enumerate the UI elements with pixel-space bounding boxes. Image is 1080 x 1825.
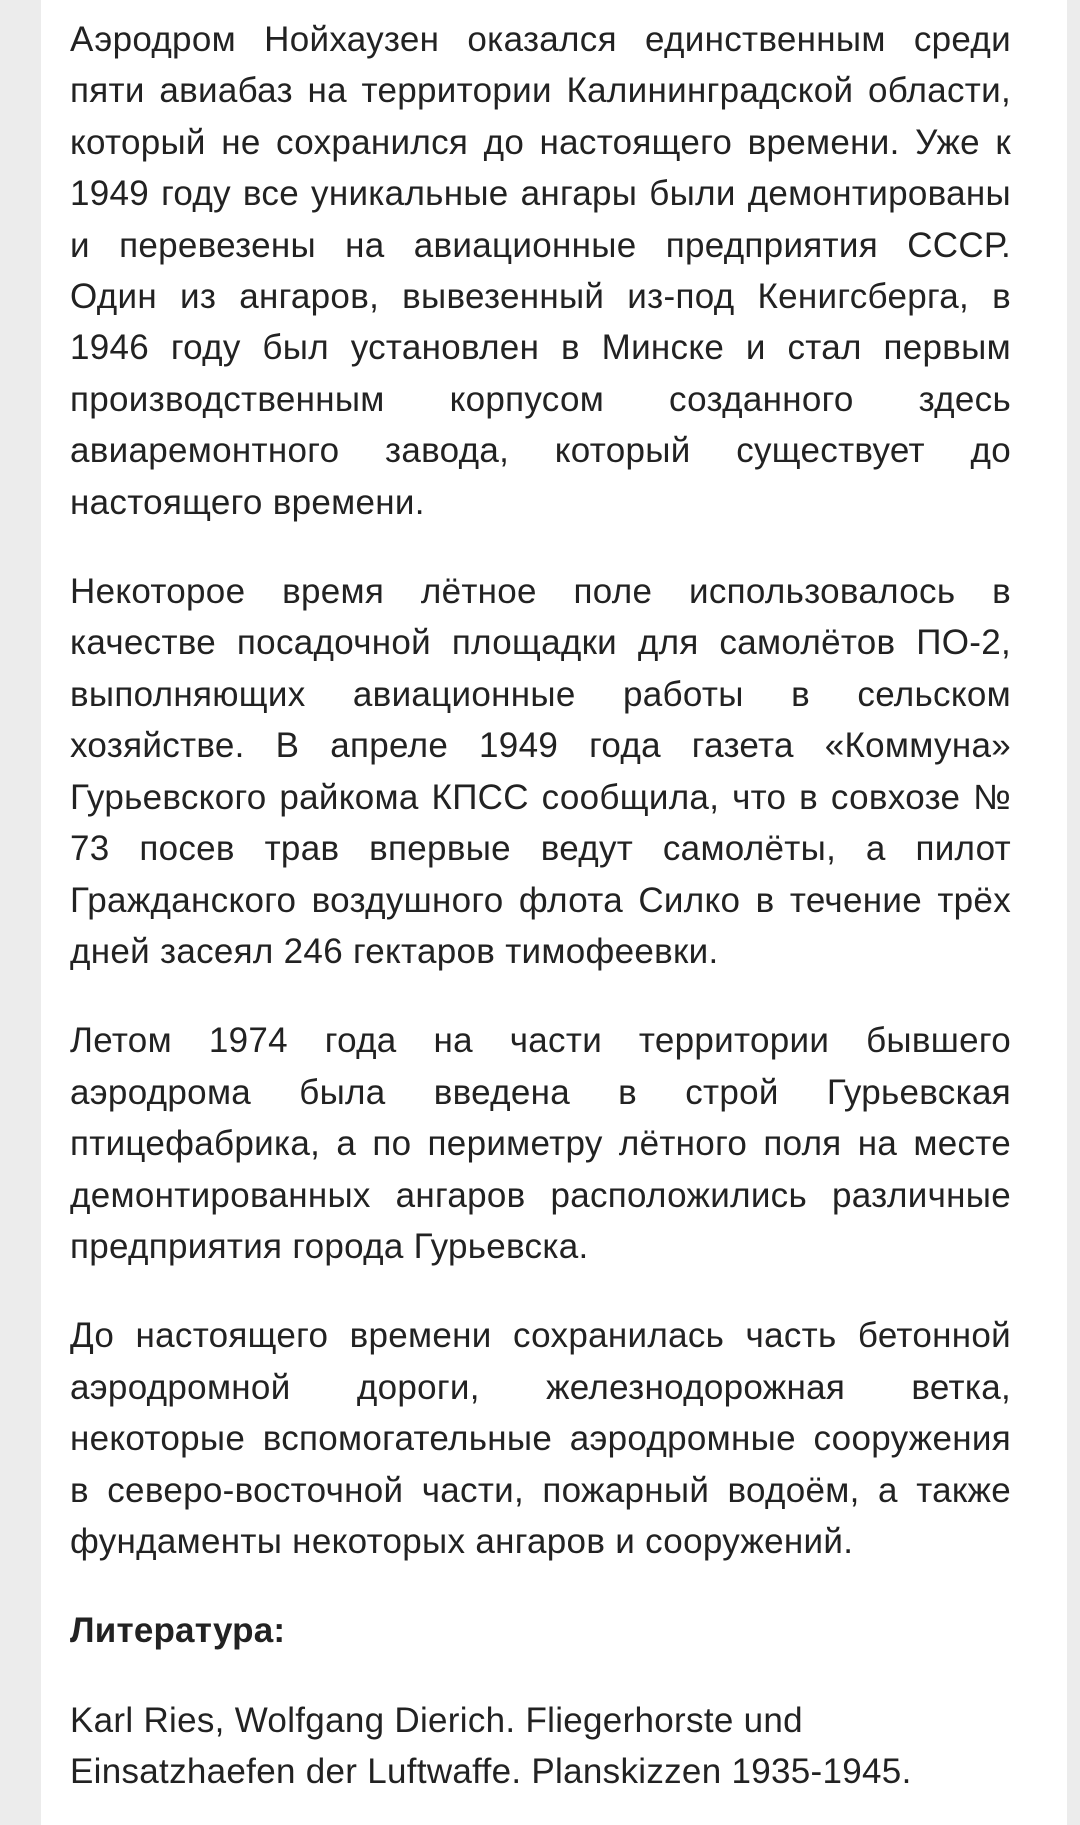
article-body bbox=[70, 14, 1011, 1798]
paragraph-poultry-farm: Летом 1974 года на части территории бывшего аэродрома была введена в строй Гурьевская птицефабрика, а по периметру лётного поля на месте демонтированных ангаров расположились различные предприятия города Гурьевска. bbox=[70, 1021, 1011, 1266]
literature-entry: Karl Ries, Wolfgang Dierich. Fliegerhorste und Einsatzhaefen der Luftwaffe. Planskizzen 1935-1945. bbox=[70, 1700, 912, 1792]
paragraph-neuhausen-hangars: Аэродром Нойхаузен оказался единственным среди пяти авиабаз на территории Калининградской области, который не сохранился до настоящего времени. Уже к 1949 году все уникальные ангары были демонтированы и перевезены на авиационные предприятия СССР. Один из ангаров, вывезенный из-под Кенигсберга, в 1946 году был установлен в Минске и стал первым производственным корпусом созданного здесь авиаремонтного завода, который существует до настоящего времени. bbox=[70, 20, 1011, 522]
literature-heading: Литература: bbox=[70, 1611, 286, 1651]
paragraph-airfield-agriculture: Некоторое время лётное поле использовалось в качестве посадочной площадки для самолётов ПО-2, выполняющих авиационные работы в сельском хозяйстве. В апреле 1949 года газета «Коммуна» Гурьевского райкома КПСС сообщила, что в совхозе № 73 посев трав впервые ведут самолёты, а пилот Гражданского воздушного флота Силко в течение трёх дней засеял 246 гектаров тимофеевки. bbox=[70, 572, 1011, 971]
paragraph-remaining-structures: До настоящего времени сохранилась часть бетонной аэродромной дороги, железнодорожная ветка, некоторые вспомогательные аэродромные сооружения в северо-восточной части, пожарный водоём, а также фундаменты некоторых ангаров и сооружений. bbox=[70, 1316, 1011, 1561]
article-page bbox=[41, 0, 1067, 1825]
